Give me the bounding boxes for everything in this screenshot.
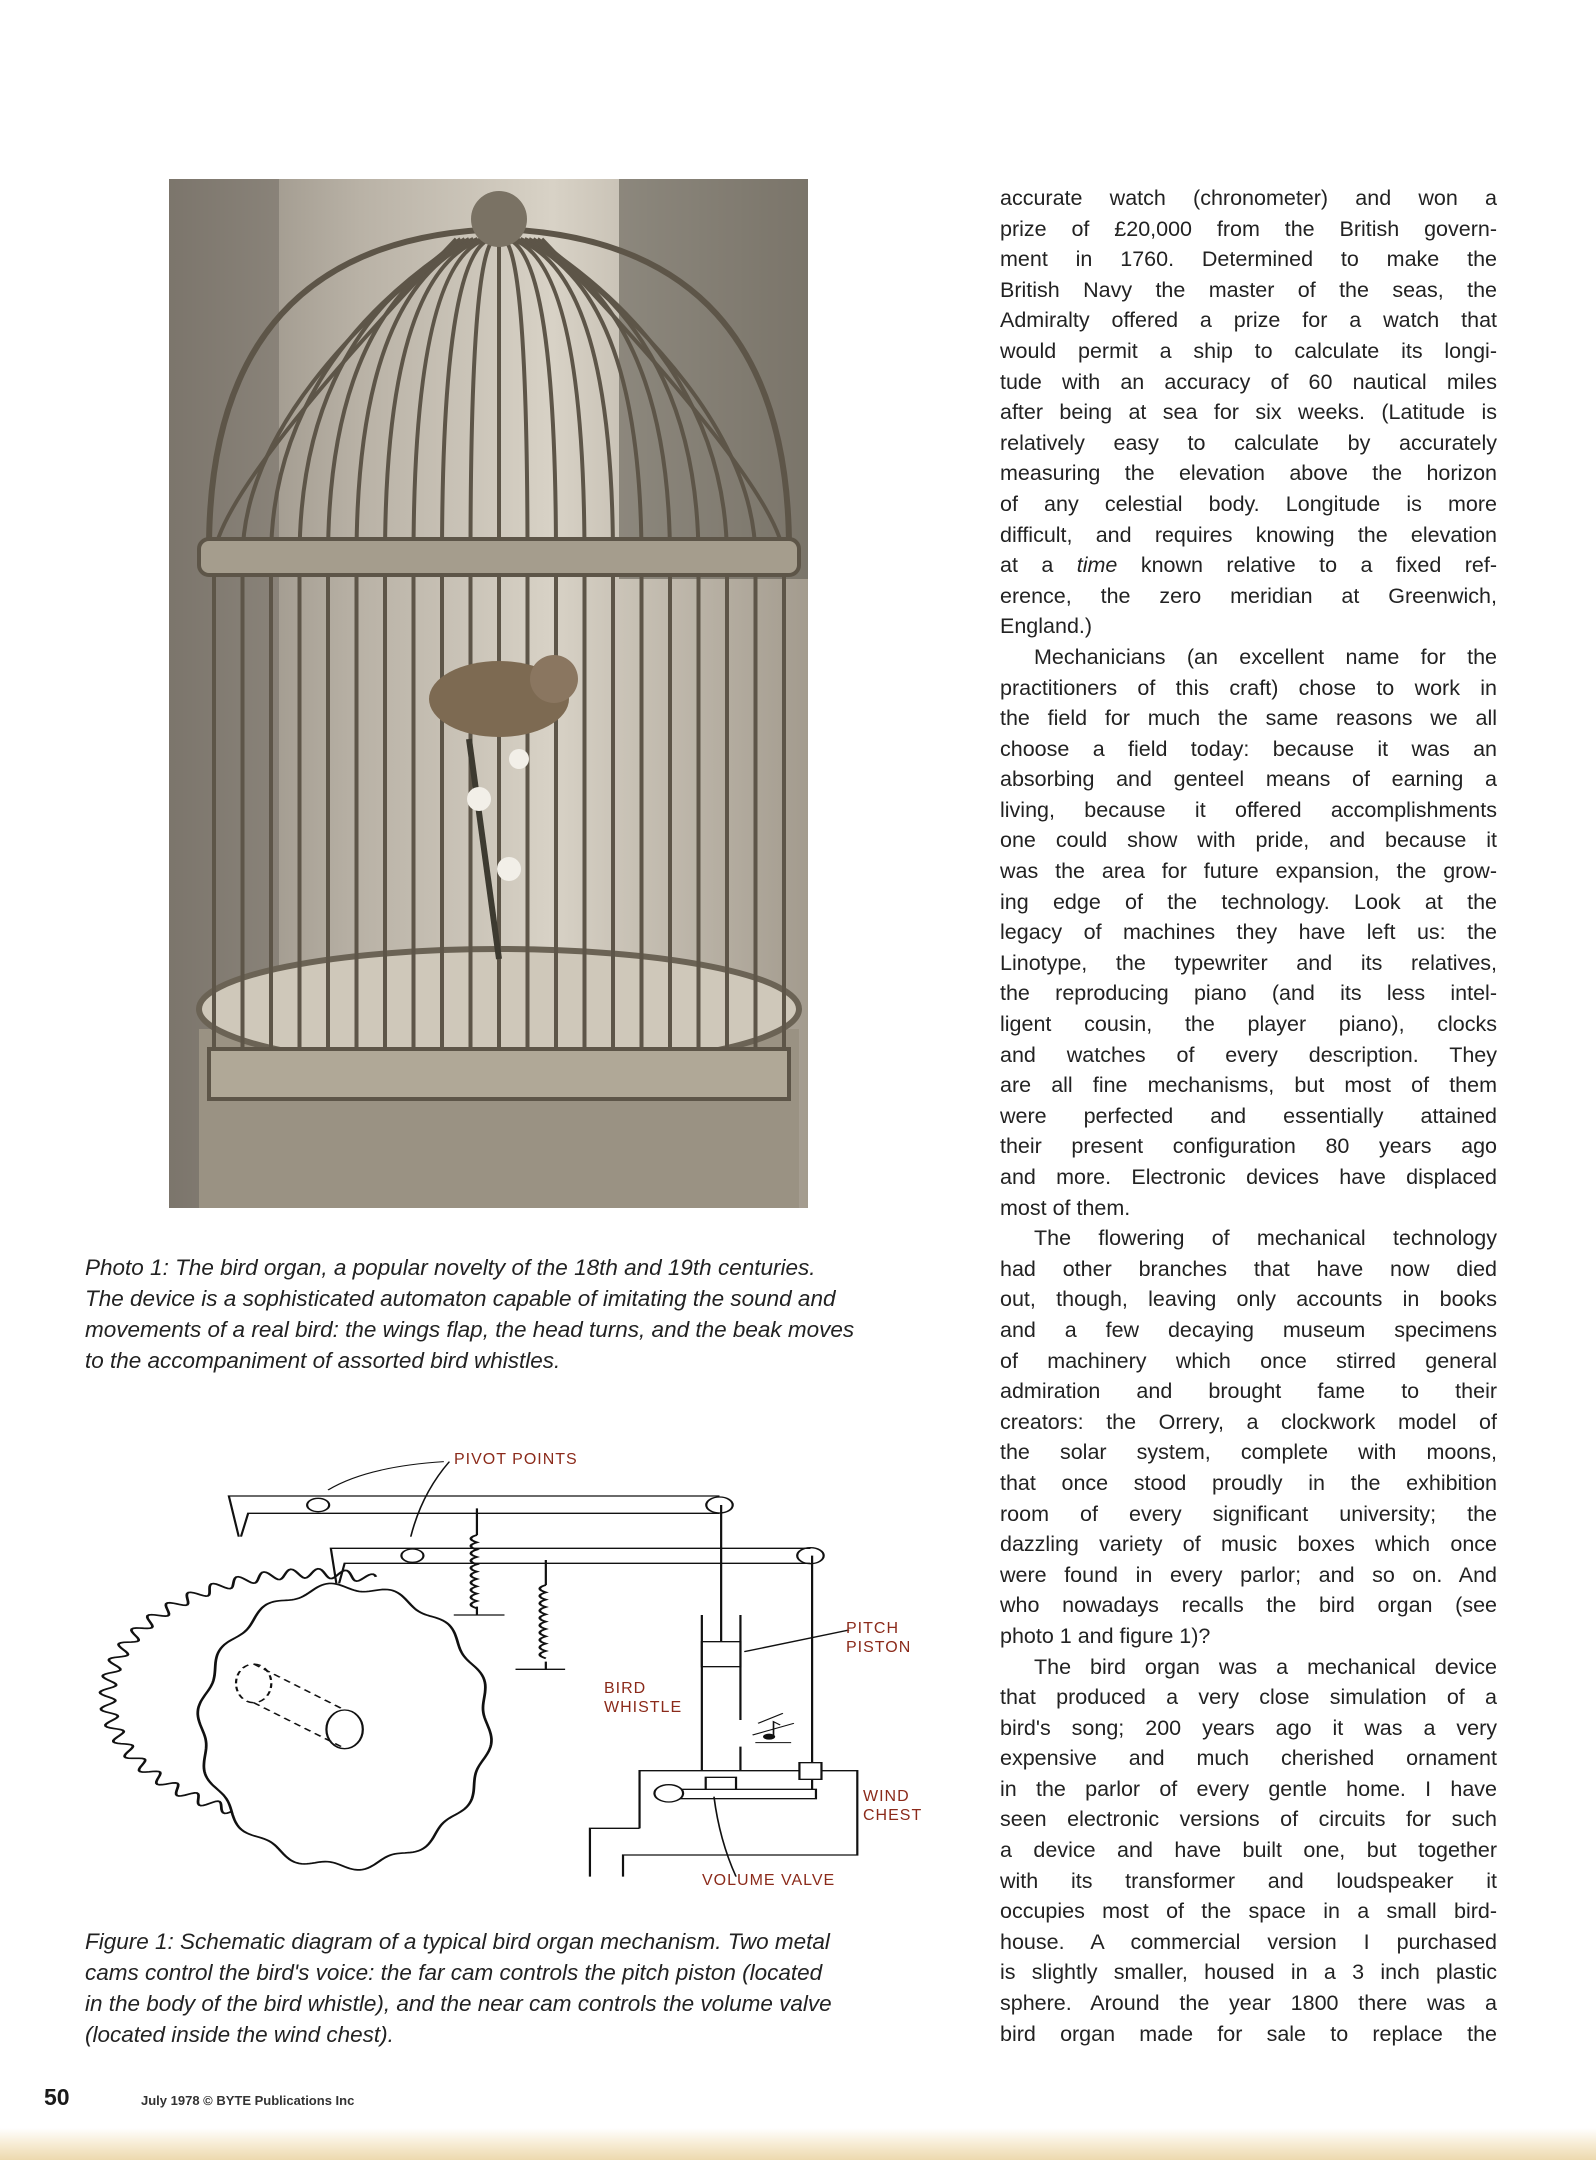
body-line: The bird organ was a mechanical device — [1034, 1654, 1497, 1679]
label-bird: BIRD — [604, 1680, 647, 1697]
body-line: The flowering of mechanical technology — [1034, 1226, 1497, 1251]
caption-line: in the body of the bird whistle), and the near cam controls the volume valve — [85, 1991, 832, 2016]
body-line: in the parlor of every gentle home. I have — [1000, 1776, 1497, 1801]
body-line: a device and have built one, but together — [1000, 1838, 1497, 1863]
body-line: legacy of machines they have left us: the — [1000, 920, 1497, 945]
body-line: relatively easy to calculate by accurately — [1000, 430, 1497, 455]
body-line: choose a field today: because it was an — [1000, 736, 1497, 761]
caption-line: to the accompaniment of assorted bird whistles. — [85, 1348, 561, 1373]
body-line: living, because it offered accomplishments — [1000, 797, 1497, 822]
body-line: accurate watch (chronometer) and won a — [1000, 186, 1497, 210]
body-line: that produced a very close simulation of a — [1000, 1685, 1497, 1710]
pitch-arrow — [744, 1630, 849, 1652]
bird-cage-illustration — [169, 179, 808, 1208]
spring-1 — [454, 1508, 505, 1615]
body-line: of any celestial body. Longitude is more — [1000, 491, 1497, 516]
body-line: the reproducing piano (and its less intel- — [1000, 981, 1497, 1006]
valve-lever — [670, 1789, 816, 1798]
body-line: difficult, and requires knowing the elevation — [1000, 522, 1497, 547]
body-line: ligent cousin, the player piano), clocks — [1000, 1012, 1497, 1037]
body-line: absorbing and genteel means of earning a — [1000, 767, 1497, 792]
body-line: and a few decaying museum specimens — [1000, 1317, 1497, 1342]
body-line: was the area for future expansion, the grow- — [1000, 859, 1497, 884]
near-cam — [198, 1583, 492, 1869]
body-line: expensive and much cherished ornament — [1000, 1746, 1497, 1771]
body-line: of machinery which once stirred general — [1000, 1348, 1497, 1373]
pivot-point — [307, 1498, 329, 1511]
body-line: British Navy the master of the seas, the — [1000, 277, 1497, 302]
body-line: would permit a ship to calculate its longi- — [1000, 338, 1497, 363]
body-line: room of every significant university; the — [1000, 1501, 1497, 1526]
body-line: the field for much the same reasons we all — [1000, 706, 1497, 731]
body-line: who nowadays recalls the bird organ (see — [1000, 1593, 1497, 1618]
body-line: England.) — [1000, 614, 1093, 639]
body-line: one could show with pride, and because it — [1000, 828, 1497, 853]
body-line: erence, the zero meridian at Greenwich, — [1000, 583, 1497, 608]
body-line: admiration and brought fame to their — [1000, 1379, 1497, 1404]
caption-line: (located inside the wind chest). — [85, 2022, 394, 2047]
body-line: ment in 1760. Determined to make the — [1000, 247, 1497, 272]
pitch-piston — [702, 1642, 741, 1667]
bird-organ-photo — [169, 179, 808, 1208]
bird-organ-schematic — [80, 1420, 940, 1900]
body-line: had other branches that have now died — [1000, 1256, 1497, 1281]
body-line: bird's song; 200 years ago it was a very — [1000, 1715, 1497, 1740]
label-whistle: WHISTLE — [604, 1699, 683, 1716]
body-line: sphere. Around the year 1800 there was a — [1000, 1991, 1497, 2016]
body-line: measuring the elevation above the horizon — [1000, 461, 1497, 486]
caption-line: The device is a sophisticated automaton capable of imitating the sound and — [85, 1286, 836, 1311]
label-piston: PISTON — [846, 1639, 912, 1656]
body-line: their present configuration 80 years ago — [1000, 1134, 1497, 1159]
body-line: and more. Electronic devices have displaced — [1000, 1165, 1497, 1189]
body-line: the solar system, complete with moons, — [1000, 1440, 1497, 1465]
body-line: were perfected and essentially attained — [1000, 1103, 1497, 1128]
label-volume-valve: VOLUME VALVE — [702, 1872, 836, 1889]
body-line: occupies most of the space in a small bird- — [1000, 1899, 1497, 1924]
body-line: that once stood proudly in the exhibition — [1000, 1470, 1497, 1495]
body-line: most of them. — [1000, 1195, 1131, 1220]
label-pitch: PITCH — [846, 1620, 899, 1637]
body-line: creators: the Orrery, a clockwork model of — [1000, 1409, 1497, 1434]
body-line: dazzling variety of music boxes which once — [1000, 1532, 1497, 1557]
volume-valve — [706, 1777, 736, 1789]
pivot-arrows — [328, 1462, 449, 1537]
body-line: are all fine mechanisms, but most of them — [1000, 1073, 1497, 1098]
article-body-column — [1000, 183, 1497, 2049]
figure-caption — [85, 1926, 832, 2050]
body-line: prize of £20,000 from the British govern- — [1000, 216, 1497, 241]
caption-line: Photo 1: The bird organ, a popular novelty of the 18th and 19th centuries. — [85, 1255, 816, 1280]
body-line: Linotype, the typewriter and its relatives, — [1000, 950, 1497, 975]
body-line: photo 1 and figure 1)? — [1000, 1623, 1211, 1648]
body-line: house. A commercial version I purchased — [1000, 1929, 1497, 1954]
body-line: is slightly smaller, housed in a 3 inch plastic — [1000, 1960, 1497, 1985]
label-chest: CHEST — [863, 1807, 923, 1824]
body-line: out, though, leaving only accounts in books — [1000, 1287, 1497, 1312]
body-line: practitioners of this craft) chose to work in — [1000, 675, 1497, 700]
body-line: seen electronic versions of circuits for such — [1000, 1807, 1497, 1832]
photo-caption — [85, 1252, 854, 1376]
body-line: at a time known relative to a fixed ref- — [1000, 553, 1497, 578]
caption-line: movements of a real bird: the wings flap, the head turns, and the beak moves — [85, 1317, 855, 1342]
page-edge — [0, 2128, 1596, 2160]
label-pivot-points: PIVOT POINTS — [454, 1451, 578, 1468]
pivot-point — [401, 1549, 423, 1562]
body-line: Admiralty offered a prize for a watch that — [1000, 308, 1497, 333]
footer-credit: July 1978 © BYTE Publications Inc — [141, 2093, 355, 2108]
upper-lever — [229, 1496, 720, 1537]
body-line: after being at sea for six weeks. (Latitude is — [1000, 400, 1497, 425]
body-line: bird organ made for sale to replace the — [1000, 2021, 1497, 2046]
body-line: and watches of every description. They — [1000, 1042, 1497, 1067]
body-line: tude with an accuracy of 60 nautical miles — [1000, 369, 1497, 394]
caption-line: cams control the bird's voice: the far cam controls the pitch piston (located — [85, 1960, 823, 1985]
body-line: Mechanicians (an excellent name for the — [1034, 644, 1497, 669]
body-line: with its transformer and loudspeaker it — [1000, 1868, 1497, 1893]
body-line: ing edge of the technology. Look at the — [1000, 889, 1497, 914]
body-line: were found in every parlor; and so on. And — [1000, 1562, 1497, 1587]
caption-line: Figure 1: Schematic diagram of a typical bird organ mechanism. Two metal — [85, 1929, 830, 1954]
label-wind: WIND — [863, 1788, 910, 1805]
page-number: 50 — [44, 2084, 70, 2110]
